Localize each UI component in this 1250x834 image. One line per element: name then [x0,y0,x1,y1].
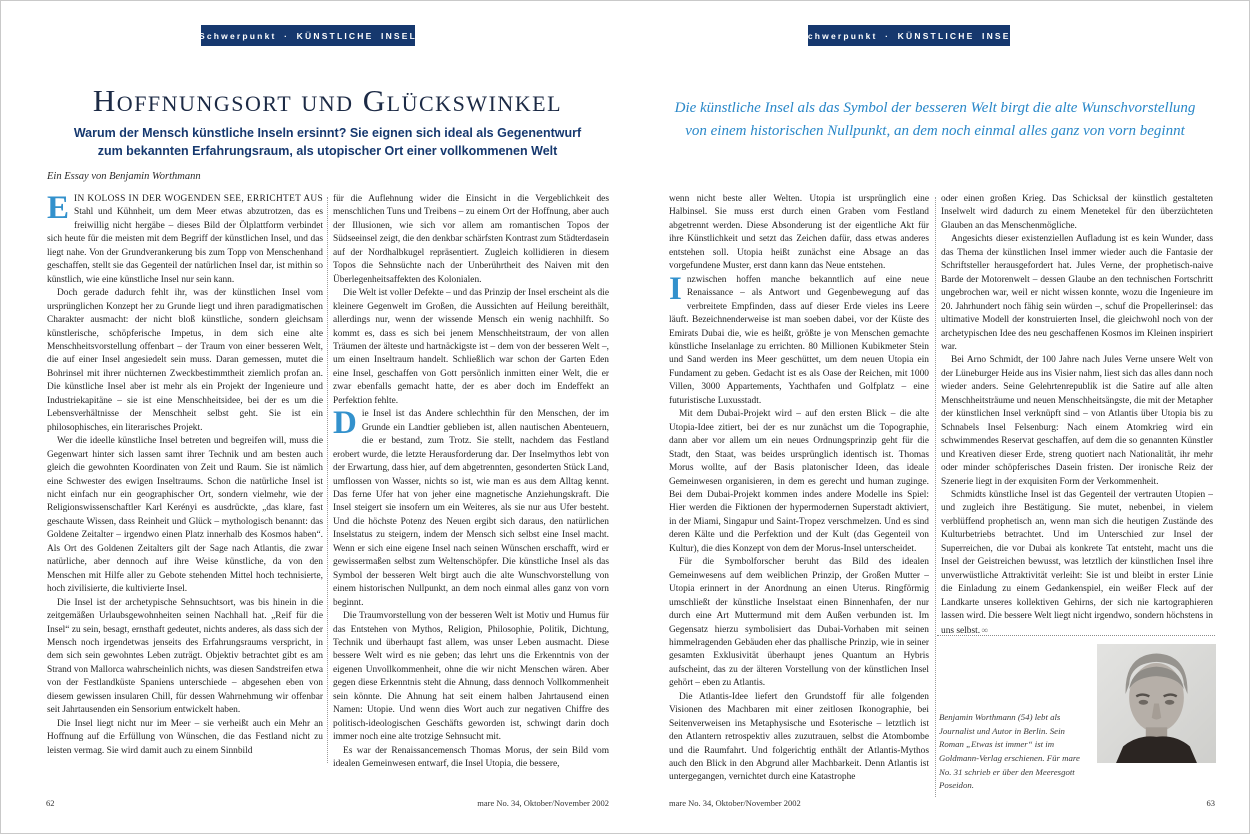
author-bio: Benjamin Worthmann (54) lebt als Journalist und Autor in Berlin. Sein Roman „Etwas ist immer“ ist im Goldmann-Verlag erschienen. Für mare No. 31 schrieb er über den Meeresgott Poseidon. [939,712,1080,791]
issue-footer-right: mare No. 34, Oktober/November 2002 [669,798,801,808]
subtitle-line-2: zum bekannten Erfahrungsraum, als utopischer Ort einer vollkommenen Welt [97,143,558,158]
issue-footer-left: mare No. 34, Oktober/November 2002 [477,798,609,808]
drop-cap: E [47,193,70,226]
end-mark-icon: ∞ [980,624,987,635]
paragraph: Für die Symbolforscher beruht das Bild des idealen Gemeinwesens auf dem weiblichen Prinzip, der Großen Mutter – Utopia erinnert in der Anordnung an einen Uterus. Ringförmig umschließt der künstliche Inselstaat einen Binnenhafen, der nur durch eine Art Muttermund mit dem Außen verbunden ist. Im Gegensatz hierzu symbolisiert das Dubai-Vorhaben mit seinen himmelragenden Gebäuden eher das phallische Prinzip, wie in seiner gesamten Exklusivität überhaupt jenes Quantum an Hybris aufscheint, das zu der älteren Vorstellung von der künstlichen Insel gehört – eben zu Atlantis. [669,557,929,689]
page-number-right: 63 [1206,798,1215,808]
paragraph: Inzwischen hoffen manche bekanntlich auf eine neue Renaissance – als Antwort und Gegenbewegung auf das verbreitete Empfinden, dass auf dieser Erde vieles ins Leere läuft. Bezeichnenderweise ist man soeben dabei, vor der Küste des Emirats Dubai die, wie es heißt, größte je von Menschen gemachte künstliche Inselanlage zu errichten. 80 Millionen Kubikmeter Stein und Sand werden ins Meer geschüttet, um dem neuen Utopia ein Fundament zu geben. Gedacht ist es als Oase der Reichen, mit 1000 Villen, 3000 Appartements, Yachthafen und Golfplatz – eine futuristische Luxusstadt. [669,270,929,406]
article-subtitle [46,125,609,160]
author-photo [1097,644,1216,763]
column-divider-right [935,197,936,797]
column-divider-left [327,197,328,763]
text-column-4 [941,193,1213,641]
section-banner-right [799,25,1019,46]
paragraph: wenn nicht beste aller Welten. Utopia ist ursprünglich eine Halbinsel. Sie muss erst durch einen Graben vom Festland abgetrennt werden. Diese Absonderung ist der eigentliche Akt für ihre Künstlichkeit und setzt das Zeichen dafür, dass etwas anderes entstehen soll. Utopia heißt zunächst eine Absage an das vorgefundene Muster, erst dann kann das Neue entstehen. [669,194,929,272]
lead-in-caps: IN KOLOSS IN DER WOGENDEN SEE, ERRICHTET AUS [74,194,323,204]
author-byline: Ein Essay von Benjamin Worthmann [47,171,201,182]
text-column-2 [333,193,609,778]
section-banner-label: Schwerpunkt · KÜNSTLICHE INSEL [198,30,418,41]
paragraph: Wer die ideelle künstliche Insel betreten und begreifen will, muss die Gegenwart hinter sich lassen samt ihrer Technik und am besten auch gleich die gewohnten Koordinaten von Zeit und Raum. Sie ist nämlich eine Schwester des ewigen Inseltraums. Schon die natürliche Insel ist nicht einfach nur ein geographischer Ort, sondern vielmehr, wie der Religionswissenschaftler Karl Kerényi es ausdrückte, „das klare, fast geschaute Wissen, dass Reinheit und Glück – mythologisch benannt: das Goldene Zeitalter – irgendwo einen Platz innerhalb des Kosmos haben“. Als Ort des Goldenen Zeitalters gilt der Sage nach Atlantis, die zwar natürliche, aber dennoch auf ihre Weise künstliche, da von den Menschen mit Hilfe aller zu Gebote stehenden Mittel hoch technisierte, hoch zivilisierte, die kultivierte Insel. [47,436,323,595]
paragraph: Bei Arno Schmidt, der 100 Jahre nach Jules Verne unsere Welt von der Lüneburger Heide aus ins Visier nahm, liest sich das alles dann noch wieder anders. Seine Gelehrtenrepublik ist die Satire auf alle alten Menschheitsträume und neuen Menschheitsängste, die mit der Metapher der künstlichen Insel verknüpft sind – von Atlantis über Utopia bis zu Schnabels Insel Felsenburg: Nach einem Atomkrieg wird ein schwimmendes Reservat geschaffen, auf dem die so genannten Künstler und Kreativen dieser Erde, streng quotiert nach Nationalität, ihr mehr oder minder schöpferisches Dasein fristen. Der ironische Reiz der Szenerie liegt in der exquisiten Form der Verkommenheit. [941,355,1213,487]
drop-cap: D [333,405,357,442]
portrait-illustration [1097,644,1216,763]
paragraph: Mit dem Dubai-Projekt wird – auf den ersten Blick – die alte Utopia-Idee zitiert, bei der es nur zunächst um die Topographie, dann aber vor allem um ein neues Ordnungsprinzip geht für die Stadt, den Staat, was beides ursprünglich identisch ist. Thomas Morus wollte, auf der Basis platonischer Ideen, das ideale Gemeinwesen organisieren, in dem es gerecht und human zuginge. Bei dem Dubai-Projekt kommen indes andere Modelle ins Spiel: Hier werden die Fiktionen der hypermodernen Superstadt aktiviert, in der Miami, Singapur und Saint-Tropez verschmelzen. Und es sind deren Kälte und die Perfektion und der Kult (das Gegenteil von Kultur), die dies Konzept von dem der Morus-Insel unterscheidet. [669,409,929,554]
subtitle-line-1: Warum der Mensch künstliche Inseln ersinnt? Sie eignen sich ideal als Gegenentwurf [73,126,582,140]
paragraph: Doch gerade dadurch fehlt ihr, was der künstlichen Insel vom ursprünglichen Konzept her zu Grunde liegt und ihren paradigmatischen Charakter ausmacht: der nicht bloß künstliche, sondern gleichsam künstlerische, schöpferische Impetus, in dem sich eine alte Menschheitsvorstellung offenbart – der Traum von einer besseren Welt, die auf einer Insel angesiedelt sein muss. Daran gemessen, mutet die Bohrinsel mit ihrer nüchternen Zweckbestimmtheit ziemlich profan an. Die künstliche Insel aber ist mehr als ein Projekt der Ingenieure und Industriekapitäne – sie ist eine Menschheitsidee, bei der es um die Lebensverhältnisse der Menschheit selbst geht. Sie ist ein philosophisches, ein literarisches Projekt. [47,288,323,433]
paragraph: Die Traumvorstellung von der besseren Welt ist Motiv und Humus für das Entstehen von Mythos, Religion, Philosophie, Politik, Dichtung, Technik und überhaupt fast allem, was unser Leben ausmacht. Diese bessere Welt wird es nie geben; das lehrt uns die Erkenntnis von der eigenen Unvollkommenheit, ohne die wir nicht Menschen wären. Aber gegen diese Erkenntnis steht die Ahnung, dass dennoch Vollkommenheit sein könnte. Die Ahnung hat seit einem halben Jahrtausend einen Namen: Utopie. Und wenn dies Wort auch zur negativen Chiffre des politisch-ideologischen Geschäfts geworden ist, schwingt darin doch immer noch eine alte trotzige Sehnsucht mit. [333,611,609,743]
section-banner-label: Schwerpunkt · KÜNSTLICHE INSEL [799,30,1019,41]
pull-quote-line-1: Die künstliche Insel als das Symbol der besseren Welt birgt die alte Wunschvorstellung [674,100,1196,116]
paragraph: Die Atlantis-Idee liefert den Grundstoff für alle folgenden Visionen des Machbaren mit einer zeitlosen Ikonographie, bei Seitenverweisen ins Metaphysische und Esoterische – letztlich ist den Atlantern retrospektiv alles zuzutrauen, selbst die Atombombe und die Raumfahrt. Und folgerichtig enthält der Atlantis-Mythos auch den Blick in den Abgrund aller Machbarkeit. Denn Atlantis ist untergegangen, vernichtet durch eine Katastrophe [669,691,929,783]
bio-divider [937,635,1215,636]
text-column-3 [669,193,929,783]
text-column-1 [47,193,323,768]
paragraph: Die Insel liegt nicht nur im Meer – sie verheißt auch ein Mehr an Hoffnung auf die Erfüllung von Wünschen, die das Festland nicht zu leisten vermag. Sie wird damit auch zu einem Sinnbild [47,718,323,756]
paragraph: Die Insel ist der archetypische Sehnsuchtsort, was bis hinein in die zeitgemäßen Urlaubsgewohnheiten seinen Nachhall hat. „Reif für die Insel“ zu sein, besagt, ernsthaft gedeutet, nichts anderes, als dass sich der Mensch noch irgendetwas jenseits des Erfahrungsraums verspricht, in dem sich sein gewohntes Leben zuträgt. Objektiv betrachtet gibt es am Strand von Mallorca wahrscheinlich nichts, was diesen Sandstreifen etwa von der Festlandküste Spaniens unterschiede – abgesehen eben von diesem gewissen insularen Chill, für dessen Wahrnehmung wir offenbar seit Jahrtausenden ein Sensorium entwickelt haben. [47,597,323,716]
paragraph: für die Auflehnung wider die Einsicht in die Vergeblichkeit des menschlichen Tuns und Treibens – zu einem Ort der Hoffnung, aber auch der Illusionen, wie sich vor allem am romantischen Topos der Südseeinsel zeigt, die den denkbar schärfsten Kontrast zum Städterdasein auf der Nordhalbkugel repräsentiert. Zugleich kollidieren in diesem Topos die Sehnsüchte nach der Unberührtheit des Naiven mit den Überlegenheitsaffekten des Kolonialen. [333,194,609,285]
paragraph: Angesichts dieser existenziellen Aufladung ist es kein Wunder, dass das Thema der künstlichen Insel immer wieder auch die Fantasie der Schriftsteller herausgefordert hat. Jules Verne, der prophetisch-naive Barde der Motorenwelt – dessen Glaube an den technischen Fortschritt ungebrochen war, weil er nicht wissen konnte, wozu die Ingenieure im 20. Jahrhundert noch fähig sein würden –, schuf die Propellerinsel: das ultimative Modell der konstruierten Insel, die gleichwohl noch von der archetypischen Idee des neu geschaffenen Kosmos im Kleinen inspiriert war. [941,234,1213,352]
paragraph: EIN KOLOSS IN DER WOGENDEN SEE, ERRICHTET AUS Stahl und Kühnheit, um dem Meer etwas abzutrotzen, das es freiwillig nicht hergäbe – dieses Bild der Ölplattform verbindet sich heute für die meisten mit dem Begriff der künstlichen Insel, und das liegt nahe. Von der Grundverankerung bis zum Topp von Menschenhand geschaffen, stellt sie das Gegenteil der natürlichen Insel dar, ist mithin so künstlich, wie eine künstliche Insel nur sein kann. [47,193,323,285]
article-title: Hoffnungsort und Glückswinkel [92,83,563,118]
page-number-left: 62 [46,798,55,808]
section-banner-left [198,25,418,46]
pull-quote [651,97,1219,144]
drop-cap: I [669,270,682,307]
paragraph: oder einen großen Krieg. Das Schicksal der künstlich gestalteten Inselwelt wird dadurch zu einem Menetekel für den überzüchteten Glauben an das Menschenmögliche. [941,194,1213,231]
paragraph: Schmidts künstliche Insel ist das Gegenteil der vertrauten Utopien – und zugleich ihre Bestätigung. Sie mutet, nebenbei, in vielem verblüffend prophetisch an, wenn man sich die heutigen Zustände des Kulturbetriebs betrachtet. Und im Unterschied zur Insel der Superreichen, die vor Dubai als konkrete Tat entsteht, macht uns die Insel der Geistreichen bewusst, was letztlich der künstlichen Insel ihre unverwüstliche Attraktivität verleiht: Sie ist und bleibt in erster Linie die Einladung zu einem Gedankenspiel, ein weißer Fleck auf der Landkarte unseres kollektiven Gehirns, der sich nie kartographieren lassen wird. Die bessere Welt liegt nicht irgendwo, sondern höchstens in uns selbst. ∞ [941,489,1213,636]
paragraph: Es war der Renaissancemensch Thomas Morus, der sein Bild vom idealen Gemeinwesen entwarf, die Insel Utopia, die bessere, [333,745,609,770]
paragraph: Die Insel ist das Andere schlechthin für den Menschen, der im Grunde ein Landtier geblieben ist, allen nautischen Abenteuern, die er bestand, zum Trotz. Sie stellt, nachdem das Festland erobert wurde, die letzte Herausforderung dar. Der Inselmythos lebt von der Erwartung, dass hier, auf dem abgetrennten, gesonderten Stück Land, umflossen von Wasser, nichts so ist, wie man es aus dem Alltag kennt. Das ferne Ufer hat von jeher eine magnetische Anziehungskraft. Die Insel steigert sie insofern um ein Weiteres, als sie nur aus Ufer besteht. Und die höchste Potenz des Neuen ergibt sich daraus, den natürlichen Inselstatus zu steigern, indem der Mensch sich selbst eine Insel macht. Wenn er sich eine eigene Insel nach seinen Wünschen erschafft, wird er gewissermaßen selbst zum Weltenschöpfer. Die künstliche Insel als das Symbol der besseren Welt birgt auch die alte Wunschvorstellung von einem historischen Nullpunkt, an dem noch einmal alles ganz von vorn beginnt. [333,405,609,608]
pull-quote-line-2: von einem historischen Nullpunkt, an dem noch einmal alles ganz von vorn beginnt [685,123,1185,140]
paragraph: Die Welt ist voller Defekte – und das Prinzip der Insel erscheint als die kleinere Gegenwelt im Großen, die Aussichten auf Heilung bereithält, allerdings nur, wenn der wissende Mensch ein wenig nachhilft. So kommt es, dass es sich bei jenem Menschheitstraum, der von allen Träumen der älteste und hartnäckigste ist – dem von der besseren Welt –, um einen Inseltraum handelt. Schließlich war schon der Garten Eden eine Insel, geschaffen von Gott persönlich inmitten einer Welt, die er zwar ebenfalls gemacht hatte, der es aber doch im Endeffekt an Perfektion fehlte. [333,288,609,406]
